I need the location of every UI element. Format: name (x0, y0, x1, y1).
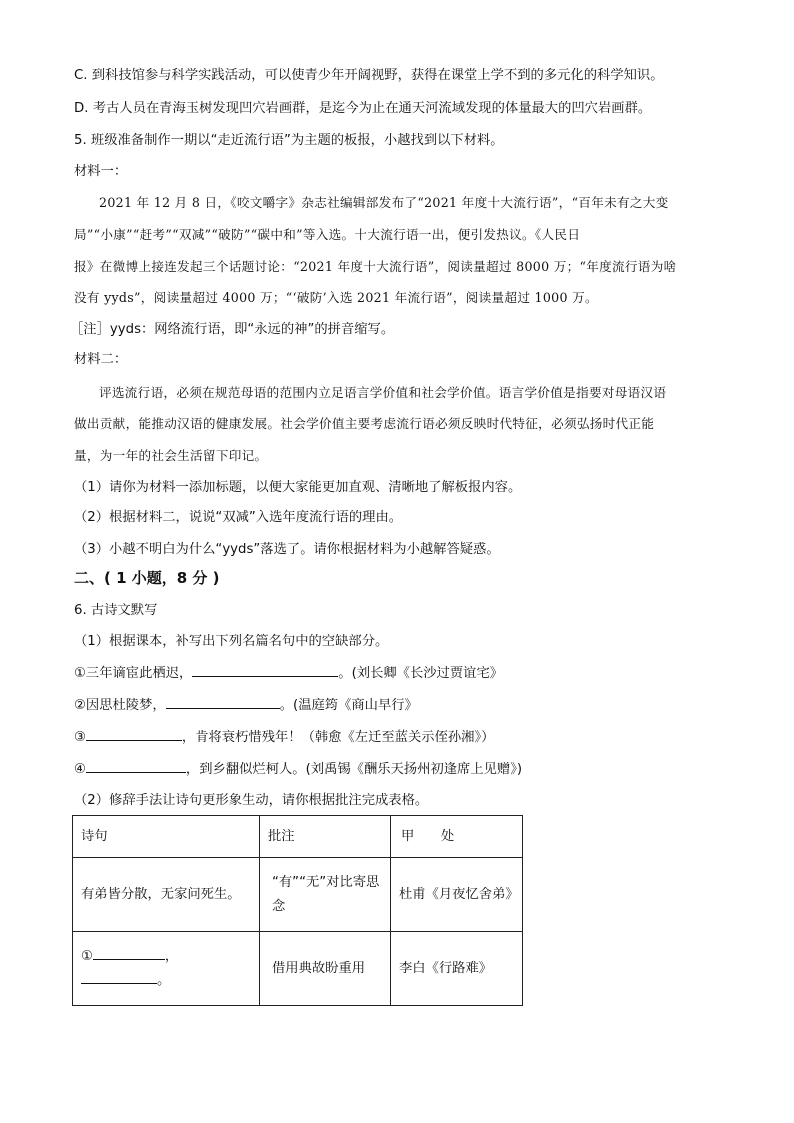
line-option-c: C. 到科技馆参与科学实践活动，可以使青少年开阔视野，获得在课堂上学不到的多元化的科学知识。 (74, 68, 664, 83)
poem-line-2 (74, 695, 418, 716)
material-1-line-3: 报》在微博上接连发起三个话题讨论：“2021 年度十大流行语”，阅读量超过 8000 万；“年度流行语为啥 (74, 259, 677, 274)
table-blank-2-suffix: 。 (157, 972, 171, 988)
poem-4-suffix: ，到乡翻似烂柯人。(刘禹锡《酬乐天扬州初逢席上见赠》) (185, 762, 523, 777)
table-cell-annotation: “有”“无”对比寄思念 (260, 858, 391, 932)
material-1-line-2: 局”“小康”“赶考”“双减”“破防”“碳中和”等入选。十大流行语一出，便引发热议。《人民日 (74, 227, 581, 242)
question-5: 5. 班级准备制作一期以“走近流行语”为主题的板报，小越找到以下材料。 (74, 133, 504, 148)
table-row (73, 932, 523, 1006)
poem-4-prefix: ④ (74, 762, 86, 777)
table-row (73, 858, 523, 932)
poem-3-prefix: ③ (74, 730, 86, 745)
note-yyds: ［注］yyds：网络流行语，即“永远的神”的拼音缩写。 (70, 322, 395, 337)
table-cell-source: 杜甫《月夜忆舍弟》 (391, 858, 523, 932)
section-2-heading: 二、( 1 小题，8 分 ) (74, 569, 220, 587)
table-blank-2[interactable] (81, 970, 157, 984)
question-6-1: （1）根据课本，补写出下列名篇名句中的空缺部分。 (74, 634, 389, 649)
table-blank-1[interactable] (93, 946, 165, 960)
poem-1-prefix: ①三年谪宦此栖迟， (74, 666, 193, 681)
poem-3-blank[interactable] (86, 727, 182, 741)
table-header-poem: 诗句 (73, 816, 260, 858)
table-header-row (73, 816, 523, 858)
poem-line-1 (74, 663, 503, 684)
poem-1-blank[interactable] (192, 663, 338, 677)
material-2-title: 材料二： (74, 352, 128, 367)
table-blank-1-prefix: ① (81, 948, 93, 964)
poem-3-suffix: ，肯将衰朽惜残年！（韩愈《左迁至蓝关示侄孙湘》） (181, 730, 495, 745)
material-1-line-4: 没有 yyds”，阅读量超过 4000 万；“‘破防’入选 2021 年流行语”，阅读量超过 1000 万。 (74, 290, 598, 305)
material-1-line-1: 2021 年 12 月 8 日，《咬文嚼字》杂志社编辑部发布了“2021 年度十大流行语”，“百年未有之大变 (99, 195, 669, 210)
table-header-annotation: 批注 (260, 816, 391, 858)
rhetoric-table (72, 815, 523, 1006)
poem-2-blank[interactable] (166, 695, 280, 709)
question-5-3: （3）小越不明白为什么“yyds”落选了。请你根据材料为小越解答疑惑。 (74, 542, 500, 557)
table-header-source: 甲 处 (391, 816, 523, 858)
table-cell-source: 李白《行路难》 (391, 932, 523, 1006)
table-cell-poem-blanks (73, 932, 260, 1006)
material-2-line-2: 做出贡献，能推动汉语的健康发展。社会学价值主要考虑流行语必须反映时代特征，必须弘扬时代正能 (74, 416, 655, 431)
table-blank-1-suffix: ， (164, 948, 179, 964)
table-blank-line-1 (81, 945, 251, 969)
poem-line-4 (74, 759, 522, 780)
material-1-title: 材料一： (74, 164, 128, 179)
question-6: 6. 古诗文默写 (74, 603, 158, 618)
poem-1-suffix: 。(刘长卿《长沙过贾谊宅》 (338, 666, 504, 681)
material-2-line-3: 量，为一年的社会生活留下印记。 (74, 448, 268, 463)
poem-2-prefix: ②因思杜陵梦， (74, 698, 166, 713)
material-2-line-1: 评选流行语，必须在规范母语的范围内立足语言学价值和社会学价值。语言学价值是指要对母语汉语 (99, 385, 667, 400)
question-6-2: （2）修辞手法让诗句更形象生动，请你根据批注完成表格。 (74, 793, 429, 808)
line-option-d: D. 考古人员在青海玉树发现凹穴岩画群，是迄今为止在通天河流域发现的体量最大的凹穴岩画群。 (74, 101, 652, 116)
poem-4-blank[interactable] (86, 759, 186, 773)
table-cell-annotation: 借用典故盼重用 (260, 932, 391, 1006)
question-5-1: （1）请你为材料一添加标题，以便大家能更加直观、清晰地了解板报内容。 (74, 480, 522, 495)
table-cell-poem: 有弟皆分散，无家问死生。 (73, 858, 260, 932)
question-5-2: （2）根据材料二，说说“双减”入选年度流行语的理由。 (74, 510, 403, 525)
poem-line-3 (74, 727, 494, 748)
poem-2-suffix: 。(温庭筠《商山早行》 (279, 698, 418, 713)
table-blank-line-2 (81, 969, 251, 993)
